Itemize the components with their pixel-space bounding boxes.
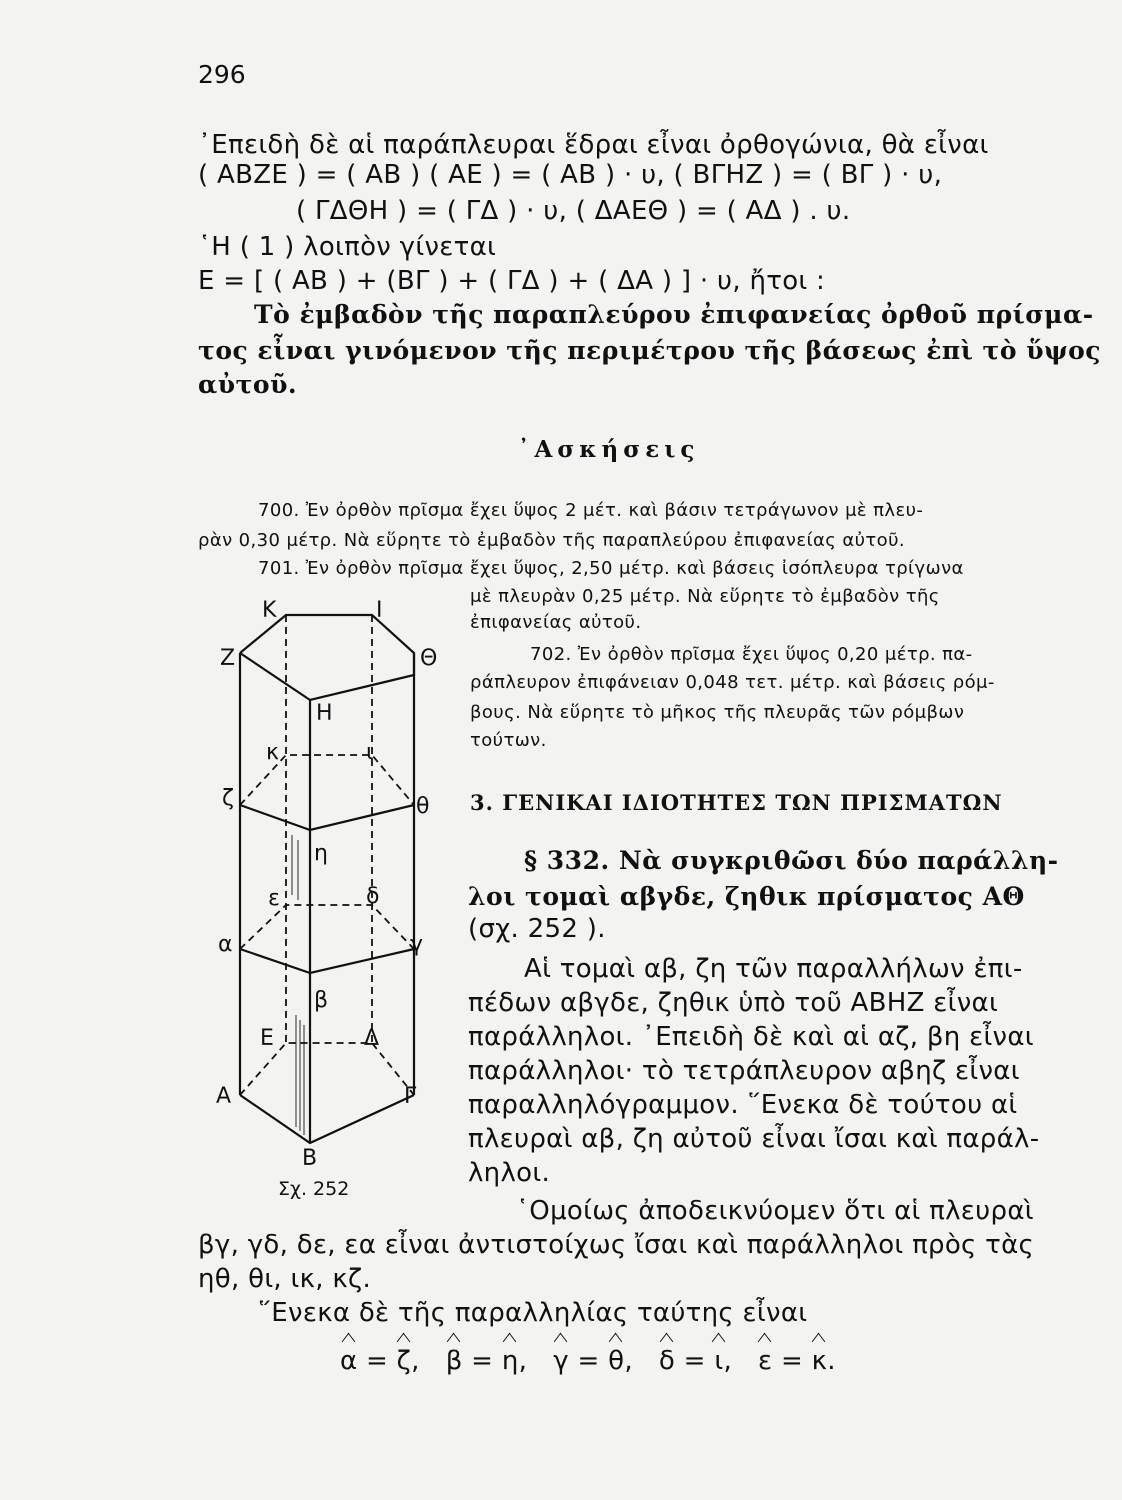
angle-right: ζ <box>396 1346 412 1376</box>
body-line: ληλοι. <box>468 1158 551 1188</box>
exercise-701-line: 701. Ἐν ὀρθὸν πρῖσμα ἔχει ὕψος, 2,50 μέτρ. καὶ βάσεις ἰσόπλευρα τρίγωνα <box>258 558 964 579</box>
exercises-title: ᾿Ασκήσεις <box>518 436 700 463</box>
body-line: Αἱ τομαὶ αβ, ζη τῶν παραλλήλων ἐπι- <box>524 954 1023 984</box>
body-line: πλευραὶ αβ, ζη αὐτοῦ εἶναι ἴσαι καὶ παράλ- <box>468 1124 1040 1154</box>
label-G: Γ <box>404 1084 417 1109</box>
angle-left: γ <box>553 1346 569 1376</box>
paragraph-title-line: § 332. Νὰ συγκριθῶσι δύο παράλλη- <box>524 846 1059 875</box>
angle-right: θ <box>608 1346 625 1376</box>
equation-line: ( ΓΔΘΗ ) = ( ΓΔ ) · υ, ( ΔΑΕΘ ) = ( ΑΔ ) . υ. <box>296 196 851 226</box>
separator: , <box>624 1346 633 1376</box>
exercise-700-line: ρὰν 0,30 μέτρ. Νὰ εὕρητε τὸ ἐμβαδὸν τῆς παραπλεύρου ἐπιφανείας αὐτοῦ. <box>198 530 906 551</box>
body-line: παράλληλοι. ᾿Επειδὴ δὲ καὶ αἱ αζ, βη εἶναι <box>468 1022 1034 1052</box>
label-Z: Ζ <box>220 646 236 671</box>
label-gamma: γ <box>410 932 424 957</box>
prism-figure-252 <box>196 595 466 1171</box>
figure-caption: Σχ. 252 <box>278 1178 350 1200</box>
angle-equality <box>758 1346 836 1376</box>
angle-left: ε <box>758 1346 773 1376</box>
label-zeta: ζ <box>222 786 234 811</box>
equals-sign: = <box>675 1346 715 1376</box>
label-beta: β <box>314 988 329 1013</box>
exercise-700-line: 700. Ἐν ὀρθὸν πρῖσμα ἔχει ὕψος 2 μέτ. καὶ βάσιν τετράγωνον μὲ πλευ- <box>258 500 924 521</box>
label-kappa: κ <box>266 740 279 765</box>
separator: . <box>827 1346 836 1376</box>
equals-sign: = <box>462 1346 502 1376</box>
exercise-702-line: 702. Ἐν ὀρθὸν πρῖσμα ἔχει ὕψος 0,20 μέτρ. πα- <box>530 644 973 665</box>
label-Theta: Θ <box>420 646 438 671</box>
angle-right: κ <box>811 1346 828 1376</box>
angle-equality <box>446 1346 527 1376</box>
text-line: ᾿Επειδὴ δὲ αἱ παράπλευραι ἕδραι εἶναι ὀρθογώνια, θὰ εἶναι <box>198 130 989 160</box>
exercise-702-line: τούτων. <box>470 730 547 751</box>
angle-equality <box>340 1346 420 1376</box>
body-line: ῾Ομοίως ἀποδεικνύομεν ὅτι αἱ πλευραὶ <box>516 1196 1034 1226</box>
figure-reference: (σχ. 252 ). <box>468 914 606 944</box>
label-B: Β <box>302 1146 318 1171</box>
body-line: ηθ, θι, ικ, κζ. <box>198 1264 372 1294</box>
page-number: 296 <box>198 60 246 89</box>
label-K: Κ <box>262 598 277 623</box>
label-eta: η <box>314 841 328 866</box>
label-iota: ι <box>366 740 374 765</box>
body-line: ῞Ενεκα δὲ τῆς παραλληλίας ταύτης εἶναι <box>258 1298 808 1328</box>
separator: , <box>723 1346 733 1376</box>
equation-line: ( ΑΒΖΕ ) = ( ΑΒ ) ( ΑΕ ) = ( ΑΒ ) · υ, ( ΒΓΗΖ ) = ( ΒΓ ) · υ, <box>198 160 943 190</box>
angle-equalities <box>340 1346 862 1376</box>
label-alpha: α <box>218 932 233 957</box>
exercise-702-line: βους. Νὰ εὕρητε τὸ μῆκος τῆς πλευρᾶς τῶν ρόμβων <box>470 702 965 723</box>
label-delta: δ <box>366 884 380 909</box>
body-line: παραλληλόγραμμον. ῞Ενεκα δὲ τούτου αἱ <box>468 1090 1018 1120</box>
label-epsilon: ε <box>268 886 280 911</box>
label-A: Α <box>216 1084 232 1109</box>
theorem-line: αὐτοῦ. <box>198 370 298 399</box>
theorem-line: τος εἶναι γινόμενον τῆς περιμέτρου τῆς βάσεως ἐπὶ τὸ ὕψος <box>198 336 1101 365</box>
equals-sign: = <box>772 1346 812 1376</box>
angle-left: α <box>340 1346 358 1376</box>
exercise-701-line: ἐπιφανείας αὐτοῦ. <box>470 612 642 633</box>
prism-hatching <box>292 835 304 1135</box>
angle-equality <box>553 1346 633 1376</box>
label-D: Δ <box>364 1026 380 1051</box>
theorem-line: Τὸ ἐμβαδὸν τῆς παραπλεύρου ἐπιφανείας ὀρθοῦ πρίσμα- <box>254 300 1094 329</box>
section-heading: 3. ΓΕΝΙΚΑΙ ΙΔΙΟΤΗΤΕΣ ΤΩΝ ΠΡΙΣΜΑΤΩΝ <box>470 790 1003 815</box>
label-E: Ε <box>260 1026 274 1051</box>
label-theta: θ <box>416 794 430 819</box>
equals-sign: = <box>568 1346 609 1376</box>
separator: , <box>411 1346 420 1376</box>
label-I: Ι <box>376 598 383 623</box>
label-H: Η <box>316 701 333 726</box>
paragraph-title-line: λοι τομαὶ αβγδε, ζηθικ πρίσματος ΑΘ <box>468 882 1025 911</box>
angle-right: ι <box>714 1346 724 1376</box>
angle-equality <box>659 1346 732 1376</box>
angle-left: β <box>445 1346 463 1376</box>
equals-sign: = <box>357 1346 397 1376</box>
separator: , <box>518 1346 528 1376</box>
body-line: πέδων αβγδε, ζηθικ ὑπὸ τοῦ ΑΒΗΖ εἶναι <box>468 988 999 1018</box>
angle-right: η <box>501 1346 519 1376</box>
exercise-702-line: ράπλευρον ἐπιφάνειαν 0,048 τετ. μέτρ. καὶ βάσεις ρόμ- <box>470 672 995 693</box>
text-line: ῾Η ( 1 ) λοιπὸν γίνεται <box>198 232 497 262</box>
exercise-701-line: μὲ πλευρὰν 0,25 μέτρ. Νὰ εὕρητε τὸ ἐμβαδὸν τῆς <box>470 586 940 607</box>
body-line: βγ, γδ, δε, εα εἶναι ἀντιστοίχως ἴσαι καὶ παράλληλοι πρὸς τὰς <box>198 1230 1035 1260</box>
body-line: παράλληλοι· τὸ τετράπλευρον αβηζ εἶναι <box>468 1056 1020 1086</box>
angle-left: δ <box>658 1346 676 1376</box>
equation-line: Ε = [ ( ΑΒ ) + (ΒΓ ) + ( ΓΔ ) + ( ΔΑ ) ] · υ, ἤτοι : <box>198 266 826 296</box>
